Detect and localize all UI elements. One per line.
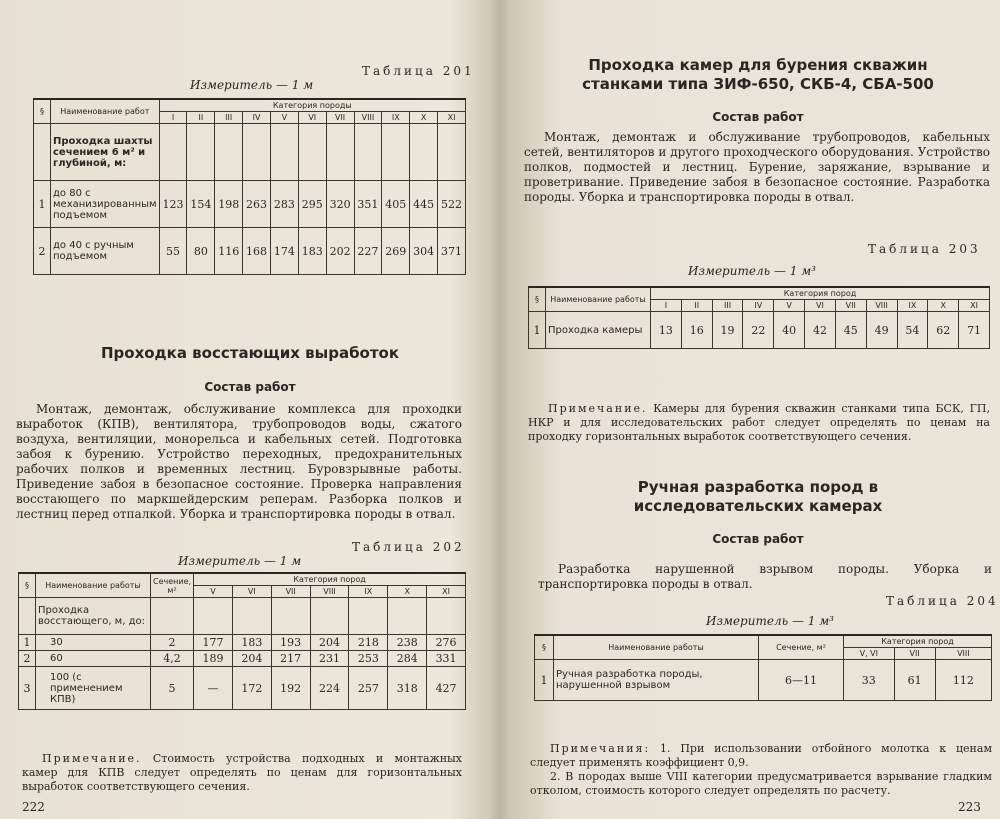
- cell: 62: [928, 312, 959, 349]
- cell: 351: [354, 181, 382, 228]
- col-name-header: Наименование работ: [51, 99, 160, 124]
- cell: 189: [194, 651, 233, 667]
- left-page: [0, 0, 492, 819]
- cell: 71: [959, 312, 990, 349]
- cell: 116: [215, 228, 243, 275]
- category-header: XI: [427, 586, 466, 598]
- row-number: 2: [19, 651, 36, 667]
- cell: 331: [427, 651, 466, 667]
- note-text: Стоимость устройства подходных и монтажных камер для КПВ следует определять по ценам для горизонтальных выработок соответствующего сечения.: [22, 752, 463, 793]
- category-header: IV: [743, 300, 774, 312]
- col-category-header: Категория пород: [194, 573, 466, 586]
- category-header: II: [187, 112, 215, 124]
- category-header: VI: [805, 300, 836, 312]
- table-row: [19, 598, 466, 635]
- col-name-header: Наименование работы: [36, 573, 151, 598]
- cell: 2: [151, 635, 194, 651]
- cell: 445: [410, 181, 438, 228]
- category-header: VII: [835, 300, 866, 312]
- row-number: 1: [529, 312, 546, 349]
- cell: 22: [743, 312, 774, 349]
- row-name: Проходка камеры: [546, 312, 651, 349]
- cell: 49: [866, 312, 897, 349]
- category-header: V: [194, 586, 233, 598]
- cell: 193: [271, 635, 310, 651]
- cell: 54: [897, 312, 928, 349]
- col-area-header: Сечение, м²: [759, 635, 844, 660]
- category-header: I: [159, 112, 187, 124]
- category-header: I: [651, 300, 682, 312]
- note-label: Примечание.: [548, 402, 648, 415]
- cell: 6—11: [759, 660, 844, 701]
- category-header: VII: [326, 112, 354, 124]
- cell: 284: [388, 651, 427, 667]
- table-203-measure: Измеритель — 1 м³: [688, 264, 816, 278]
- section-body: Монтаж, демонтаж и обслуживание трубопроводов, кабельных сетей, вентиляторов и другого проходческого оборудования. Устройство полков, подмостей и лестниц. Бурение, заряжание, взрывание и проветривание. Приведение забоя в безопасное состояние. Разработка породы. Уборка и транспортировка породы в отвал.: [524, 130, 990, 204]
- category-header: II: [681, 300, 712, 312]
- section-title: Проходка восстающих выработок: [100, 344, 400, 362]
- cell: 5: [151, 667, 194, 710]
- table-204: [534, 634, 992, 701]
- cell: 174: [270, 228, 298, 275]
- category-header: XI: [438, 112, 466, 124]
- category-header: X: [410, 112, 438, 124]
- note: [22, 752, 462, 794]
- group-title: Проходка восстающего, м, до:: [36, 598, 151, 635]
- category-header: III: [215, 112, 243, 124]
- cell: 61: [894, 660, 935, 701]
- row-number: 1: [19, 635, 36, 651]
- section-body: Разработка нарушенной взрывом породы. Уборка и транспортировка породы в отвал.: [538, 562, 992, 591]
- table-row: [34, 228, 466, 275]
- category-header: X: [388, 586, 427, 598]
- cell: 204: [310, 635, 349, 651]
- table-row: [19, 667, 466, 710]
- table-202-caption: Таблица 202: [352, 540, 465, 554]
- col-category-header: Категория породы: [159, 99, 465, 112]
- section-subtitle: Состав работ: [712, 532, 804, 546]
- cell: 202: [326, 228, 354, 275]
- cell: 55: [159, 228, 187, 275]
- cell: 276: [427, 635, 466, 651]
- cell: 320: [326, 181, 354, 228]
- note: [528, 402, 990, 444]
- category-header: IV: [243, 112, 271, 124]
- category-header: VI: [232, 586, 271, 598]
- row-number: 1: [535, 660, 554, 701]
- notes: [530, 742, 992, 798]
- cell: 172: [232, 667, 271, 710]
- row-number: 3: [19, 667, 36, 710]
- page-number: 223: [958, 800, 981, 814]
- table-201: [33, 98, 466, 275]
- table-row: [34, 124, 466, 181]
- cell: 318: [388, 667, 427, 710]
- row-name: до 80 с механизированным подъемом: [51, 181, 160, 228]
- table-204-caption: Таблица 204: [886, 594, 999, 608]
- table-203: [528, 286, 990, 349]
- cell: 80: [187, 228, 215, 275]
- cell: 42: [805, 312, 836, 349]
- category-header: VIII: [935, 648, 991, 660]
- cell: 263: [243, 181, 271, 228]
- table-201-caption: Таблица 201: [362, 64, 475, 78]
- col-section-header: §: [19, 573, 36, 598]
- col-category-header: Категория пород: [844, 635, 992, 648]
- right-page: [508, 0, 1000, 819]
- cell: 224: [310, 667, 349, 710]
- cell: 4,2: [151, 651, 194, 667]
- cell: 154: [187, 181, 215, 228]
- table-row: [19, 651, 466, 667]
- section-title: Проходка камер для бурения скважин станками типа ЗИФ-650, СКБ-4, СБА-500: [582, 56, 934, 93]
- col-name-header: Наименование работы: [554, 635, 759, 660]
- cell: 427: [427, 667, 466, 710]
- table-202: [18, 572, 466, 710]
- cell: 198: [215, 181, 243, 228]
- cell: 168: [243, 228, 271, 275]
- row-name: до 40 с ручным подъемом: [51, 228, 160, 275]
- table-203-caption: Таблица 203: [868, 242, 981, 256]
- row-name: Ручная разработка породы, нарушенной взрывом: [554, 660, 759, 701]
- col-section-header: §: [34, 99, 51, 124]
- cell: 192: [271, 667, 310, 710]
- section-subtitle: Состав работ: [204, 380, 296, 394]
- group-title: Проходка шахты сечением 6 м² и глубиной, м:: [51, 124, 160, 181]
- cell: 522: [438, 181, 466, 228]
- cell: 231: [310, 651, 349, 667]
- cell: 295: [298, 181, 326, 228]
- note-text: Камеры для бурения скважин станками типа БСК, ГП, НКР и для исследовательских работ следует определять по ценам на проходку горизонтальных выработок соответствующего сечения.: [528, 402, 990, 443]
- cell: 183: [298, 228, 326, 275]
- note-item: 2. В породах выше VIII категории предусматривается взрывание гладким отколом, стоимость которого следует определять по расчету.: [530, 770, 992, 797]
- category-header: IX: [382, 112, 410, 124]
- table-row: [34, 181, 466, 228]
- col-section-header: §: [529, 287, 546, 312]
- table-row: [535, 660, 992, 701]
- table-row: [529, 312, 990, 349]
- cell: 204: [232, 651, 271, 667]
- cell: 183: [232, 635, 271, 651]
- cell: 257: [349, 667, 388, 710]
- page-number: 222: [22, 800, 45, 814]
- col-area-header: Сечение, м²: [151, 573, 194, 598]
- note-text: 1. При использовании отбойного молотка к ценам следует применять коэффициент 0,9.: [530, 742, 992, 769]
- table-204-measure: Измеритель — 1 м³: [706, 614, 834, 628]
- cell: 304: [410, 228, 438, 275]
- category-header: VIII: [310, 586, 349, 598]
- row-number: 2: [34, 228, 51, 275]
- note-label: Примечания:: [550, 742, 651, 755]
- category-header: VIII: [866, 300, 897, 312]
- cell: 227: [354, 228, 382, 275]
- table-201-measure: Измеритель — 1 м: [190, 78, 314, 92]
- cell: 405: [382, 181, 410, 228]
- section-title: Ручная разработка пород в исследовательских камерах: [633, 478, 883, 515]
- cell: 217: [271, 651, 310, 667]
- col-section-header: §: [535, 635, 554, 660]
- category-header: V: [774, 300, 805, 312]
- section-body: Монтаж, демонтаж, обслуживание комплекса для проходки выработок (КПВ), вентилятора, трубопроводов воды, сжатого воздуха, вентиляции, монорельса и кабельных сетей. Подготовка забоя к бурению. Устройство переходных, предохранительных рабочих полков и временных лестниц. Буровзрывные работы. Приведение забоя в безопасное состояние. Проверка направления восстающего по маркшейдерским реперам. Разборка полков и лестниц перед отпалкой. Уборка и транспортировка породы в отвал.: [16, 402, 462, 521]
- row-name: 60: [36, 651, 151, 667]
- note-item: [530, 742, 992, 770]
- note-label: Примечание.: [42, 752, 142, 765]
- cell: 238: [388, 635, 427, 651]
- category-header: IX: [897, 300, 928, 312]
- cell: 123: [159, 181, 187, 228]
- cell: 16: [681, 312, 712, 349]
- cell: 13: [651, 312, 682, 349]
- cell: 45: [835, 312, 866, 349]
- category-header: VII: [271, 586, 310, 598]
- cell: 112: [935, 660, 991, 701]
- category-header: IX: [349, 586, 388, 598]
- cell: 33: [844, 660, 895, 701]
- category-header: III: [712, 300, 743, 312]
- category-header: V: [270, 112, 298, 124]
- cell: 283: [270, 181, 298, 228]
- cell: 19: [712, 312, 743, 349]
- cell: 371: [438, 228, 466, 275]
- category-header: V, VI: [844, 648, 895, 660]
- cell: 269: [382, 228, 410, 275]
- col-category-header: Категория пород: [651, 287, 990, 300]
- row-name: 30: [36, 635, 151, 651]
- category-header: VII: [894, 648, 935, 660]
- category-header: XI: [959, 300, 990, 312]
- row-number: 1: [34, 181, 51, 228]
- cell: 177: [194, 635, 233, 651]
- section-subtitle: Состав работ: [712, 110, 804, 124]
- category-header: X: [928, 300, 959, 312]
- cell: —: [194, 667, 233, 710]
- cell: 218: [349, 635, 388, 651]
- table-202-measure: Измеритель — 1 м: [178, 554, 302, 568]
- cell: 253: [349, 651, 388, 667]
- col-name-header: Наименование работы: [546, 287, 651, 312]
- table-row: [19, 635, 466, 651]
- cell: 40: [774, 312, 805, 349]
- category-header: VIII: [354, 112, 382, 124]
- row-name: 100 (с применением КПВ): [36, 667, 151, 710]
- category-header: VI: [298, 112, 326, 124]
